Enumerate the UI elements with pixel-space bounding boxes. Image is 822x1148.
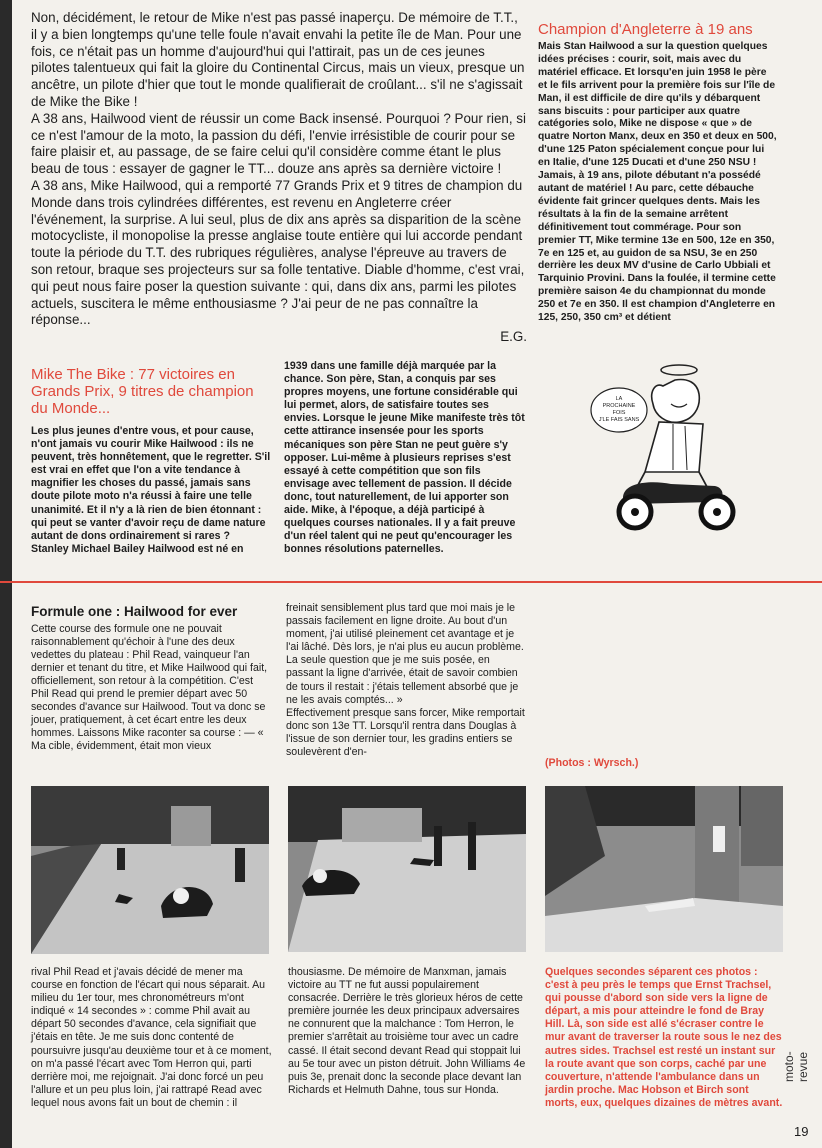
svg-text:J'LE FAIS SANS: J'LE FAIS SANS (598, 417, 640, 423)
intro-paragraph-3: A 38 ans, Mike Hailwood, qui a remporté 77 Grands Prix et 9 titres de champion du Monde dans trois cylindrées différentes, est revenu en Angleterre créer l'événement, la surprise. A lui seul, plus de dix ans après sa disparition de la scène motocycliste, il monopolise la presse anglaise toute entière qui lui accorde pendant toute la période du T.T. des rubriques régulières, analyse l'épreuve au travers de son retour, braque ses projecteurs sur sa folle tentative. Diable d'homme, c'est vrai, qui peut nous faire poser la question suivante : qui, dans dix ans, parmi les pilotes actuels, suscitera le même enthousiasme ? J'ai peur de ne pas connaître la réponse... (31, 177, 525, 328)
bottom-column-1-text: rival Phil Read et j'avais décidé de mener ma course en fonction de l'écart qui nous séparait. Au milieu du 1er tour, mes chronométreurs m'ont indiqué « 14 secondes » : comme Phil avait au départ 50 secondes d'avance, cela signifiait que j'étais en tête. Je me suis donc contenté de poursuivre jusqu'au deuxième tour et à ce moment, on m'a passé l'écart avec Tom Herron qui, parti derrière moi, me rejoignait. J'ai donc forcé un peu l'allure et un peu plus loin, j'ai rattrapé Read avec lequel nous avons fait un bout de chemin : il (31, 966, 272, 1109)
race-photo-1-image (31, 786, 269, 954)
page-number: 19 (794, 1124, 809, 1139)
formule-title: Formule one : Hailwood for ever (31, 604, 238, 619)
bottom-column-2-text: thousiasme. De mémoire de Manxman, jamais victoire au TT ne fut aussi populairement consacrée. Derrière le très glorieux héros de cette première journée les deux principaux adversaires ne connurent que la malchance : Tom Herron, le premier s'arrêtait au troisième tour avec un cadre cassé. Il était second devant Read qui stoppait lui au 5e tour avec un piston détruit. John Williams 4e puis 3e, prenait donc la seconde place devant Ian Richards et Helmuth Dahne, tous sur Honda. (288, 966, 526, 1096)
intro-paragraph-2: A 38 ans, Hailwood vient de réussir un come Back insensé. Pourquoi ? Pour rien, si ce n'est l'amour de la moto, la passion du défi, l'envie irrésistible de courir pour se faire plaisir et, au passage, de se faire celui qu'il considère comme étant le plus beau de tous : essayer de gagner le TT... douze ans après sa dernière victoire ! (31, 110, 526, 177)
page-binding-edge (0, 0, 12, 1148)
formule-column-2 (286, 602, 528, 759)
bike-column-1-tail: Stanley Michael Bailey Hailwood est né en (31, 542, 244, 555)
intro-paragraph-1: Non, décidément, le retour de Mike n'est pas passé inaperçu. De mémoire de T.T., il y a bien longtemps qu'une telle foule n'avait envahi la petite île de Man. Pour une fois, ce n'était pas un homme d'aujourd'hui qui l'attirait, pas un de ces jeunes pilotes talentueux qui fait la gloire du Continental Circus, mais un vieux, presque un ancêtre, un pilote d'hier que tout le monde qualifierait de croûlant... s'il ne s'agissait de Mike the Bike ! (31, 10, 525, 109)
bike-title: Mike The Bike : 77 victoires en Grands Prix, 9 titres de champion du Monde... (31, 366, 254, 417)
formule-column-1-text: Cette course des formule one ne pouvait raisonnablement qu'échoir à l'une des deux vedettes du plateau : Phil Read, vainqueur l'an dernier et tenant du titre, et Mike Hailwood qui fait, officiellement, son retour à la compétition. C'est Phil Read qui prend le premier départ avec 50 secondes d'avance sur Hailwood. Tout va donc se jouer, pratiquement, à cet écart entre les deux hommes. Laissons Mike raconter sa course : — « Ma cible, évidemment, était mon vieux (31, 622, 268, 753)
cartoon-drawing (575, 352, 745, 532)
champion-title: Champion d'Angleterre à 19 ans (538, 21, 753, 38)
magazine-name: moto-revue (782, 1051, 810, 1082)
race-photo-3 (545, 786, 783, 952)
hailwood-cartoon (575, 352, 745, 532)
photo-caption (545, 966, 783, 1110)
photo-caption-text: Quelques secondes séparent ces photos : c'est à peu près le temps que Ernst Trachsel, qui pousse d'abord son side vers la ligne de départ, a mis pour atteindre le fond de Bray Hill. Là, son side est allé s'écraser contre le mur avant de traverser la route sous le nez des autres sides. Trachsel est resté un instant sur la route avant que son corps, caché par une couverture, n'attende l'ambulance dans un jardin proche. Mac Hobson et Birch sont morts, eux, quelques dizaines de mètres avant. (545, 966, 783, 1109)
svg-text:PROCHAINE: PROCHAINE (602, 403, 636, 409)
bottom-column-1 (31, 966, 273, 1110)
race-photo-3-image (545, 786, 783, 952)
intro-block (31, 10, 527, 346)
section-divider (0, 581, 822, 583)
intro-signature: E.G. (500, 329, 527, 345)
bike-column-1 (31, 366, 273, 556)
champion-text: Mais Stan Hailwood a sur la question quelques idées précises : courir, soit, mais avec du matériel efficace. Et lorsqu'en juin 1958 le père et le fils arrivent pour la première fois sur l'île de Man, il est difficile de dire qu'ils y débarquent sans biscuits : pour participer aux quatre catégories solo, Mike ne dispose « que » de quatre Norton Manx, deux en 350 et deux en 500, d'une 125 Paton spécialement conçue pour lui en Italie, d'une 125 Ducati et d'une 250 NSU ! Jamais, à 19 ans, pilote débutant n'a possédé autant de matériel ! Au parc, cette débauche évidente fait grincer quelques dents. Mais les résultats à la fin de la semaine arrêtent définitivement tout commérage. Pour son premier TT, Mike termine 13e en 500, 12e en 350, 7e en 125 et, au guidon de sa NSU, 3e en 250 derrière les deux MV d'usine de Carlo Ubbiali et Tarquinio Provini. Dans la foulée, il termine cette première saison 4e du championnat du monde 250 et 7e en 350. Il est champion d'Angleterre en 125, 250, 350 cm³ et détient (538, 41, 777, 324)
bottom-column-2 (288, 966, 530, 1097)
race-photo-2 (288, 786, 526, 952)
formule-column-2-continued: Effectivement presque sans forcer, Mike remportait donc son 13e TT. Lorsqu'il rentra dans Douglas à l'issue de son dernier tour, les gradins entiers se soulevèrent d'en- (286, 706, 525, 759)
race-photo-2-image (288, 786, 526, 952)
svg-text:LA: LA (615, 396, 623, 402)
race-photo-1 (31, 786, 269, 954)
photo-credit: (Photos : Wyrsch.) (545, 757, 639, 769)
bike-intro-text: Les plus jeunes d'entre vous, et pour cause, n'ont jamais vu courir Mike Hailwood : ils ne peuvent, très honnêtement, que le regretter. S'il est vrai en effet que l'on a vite tendance à magnifier les choses du passé, jamais sans doute pilote moto n'a réussi à faire une telle unanimité. Et il n'y a là rien de bien étonnant : qui peut se vanter d'avoir reçu de dame nature autant de dons ordinairement si rares ? (31, 425, 271, 542)
champion-column (538, 22, 778, 325)
svg-text:FOIS: FOIS (612, 410, 626, 416)
bike-column-2-text: 1939 dans une famille déjà marquée par la chance. Son père, Stan, a conquis par ses propres moyens, une fortune considérable qui lui permet, alors, de satisfaire toutes ses envies. Lorsque le jeune Mike manifeste très tôt cette attirance insensée pour les sports mécaniques son père Stan ne peut guère s'y opposer. Lui-même à plusieurs reprises s'est essayé à cette compétition que son fils envisage avec tellement de passion. Il décide donc, tout naturellement, de lui apporter son aide. Mike, à l'époque, a déjà participé à quelques courses nationales. Il y a fait preuve d'un réel talent qui ne peut qu'encourager les bonnes résolutions paternelles. (284, 360, 525, 556)
formule-column-2-text: freinait sensiblement plus tard que moi mais je le passais facilement en ligne droite. Au bout d'un moment, j'ai utilisé pleinement cet avantage et je l'ai lâché. Dès lors, je n'ai plus eu aucun problème. La seule question que je me suis posée, en passant la ligne d'arrivée, était de savoir combien de tours il restait : j'étais tellement absorbé que je ne les avais comptés... » (286, 602, 524, 706)
formule-column-1 (31, 604, 273, 753)
bike-column-2 (284, 360, 527, 556)
